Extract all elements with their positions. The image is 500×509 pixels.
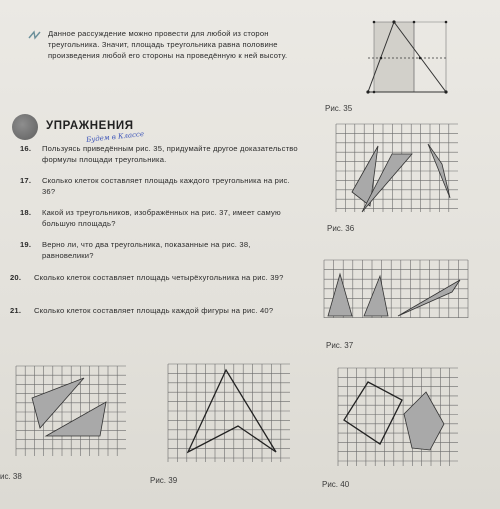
- figure-40: [334, 364, 464, 470]
- caption-fig37: Рис. 37: [326, 341, 354, 350]
- caption-fig39: Рис. 39: [150, 476, 178, 485]
- exercise-number: 19.: [20, 240, 32, 249]
- exercise-text: Пользуясь приведённым рис. 35, придумайте другое доказательство формулы площади треугольника.: [42, 144, 298, 164]
- exercise-number: 20.: [10, 273, 22, 282]
- pencil-badge-icon: [12, 114, 38, 140]
- exercise-text: Сколько клеток составляет площадь каждого треугольника на рис. 36?: [42, 176, 290, 196]
- figure-37: [322, 256, 470, 322]
- exercises-title: УПРАЖНЕНИЯ: [46, 120, 134, 132]
- figure-39: [164, 360, 296, 466]
- exercise-text: Сколько клеток составляет площадь каждой фигуры на рис. 40?: [34, 306, 274, 315]
- exercise-text: Верно ли, что два треугольника, показанные на рис. 38, равновелики?: [42, 240, 251, 260]
- exercise-text: Сколько клеток составляет площадь четырёхугольника на рис. 39?: [34, 273, 284, 282]
- intro-paragraph: Данное рассуждение можно провести для любой из сторон треугольника. Значит, площадь треугольника равна половине произведения любой его стороны на проведённую к ней высоту.: [48, 29, 288, 60]
- exercise-text: Какой из треугольников, изображённых на рис. 37, имеет самую большую площадь?: [42, 208, 281, 228]
- caption-fig38: ис. 38: [0, 472, 22, 481]
- exercise-number: 17.: [20, 176, 32, 185]
- grid: [16, 366, 126, 456]
- exercise-number: 16.: [20, 144, 32, 153]
- exercise-number: 18.: [20, 208, 32, 217]
- pencil-mark-icon: [28, 30, 42, 40]
- figure-38: [12, 362, 132, 462]
- grid: [168, 364, 290, 462]
- figure-35: [360, 14, 456, 98]
- caption-fig36: Рис. 36: [327, 224, 355, 233]
- caption-fig40: Рис. 40: [322, 480, 350, 489]
- exercise-number: 21.: [10, 306, 22, 315]
- figure-36: [332, 120, 464, 216]
- caption-fig35: Рис. 35: [325, 104, 353, 113]
- handwritten-note: Будем в Классе: [85, 129, 145, 145]
